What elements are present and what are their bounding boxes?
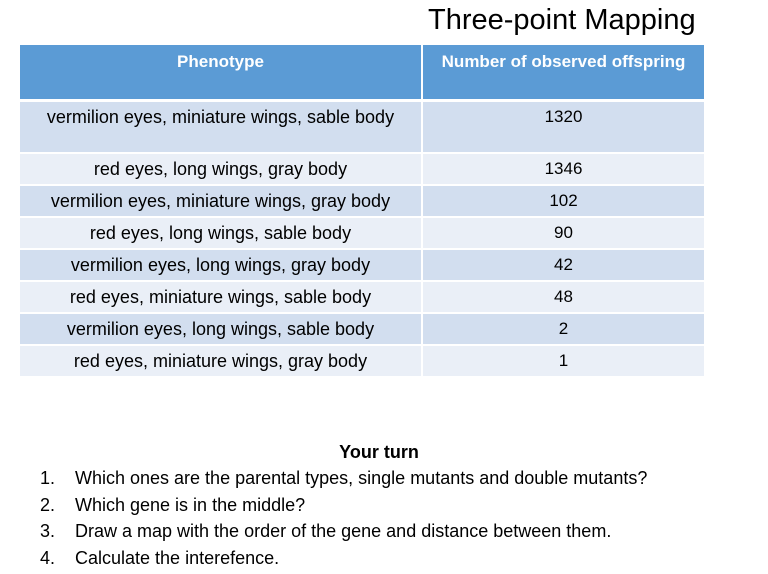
header-phenotype: Phenotype [20,45,422,100]
phenotype-cell: red eyes, miniature wings, sable body [20,281,422,313]
table-row [20,249,704,281]
table-row [20,313,704,345]
table-row [20,100,704,153]
question-number: 1. [40,468,56,488]
phenotype-cell: vermilion eyes, miniature wings, gray body [20,185,422,217]
count-cell: 48 [422,281,704,313]
table-header-row [20,45,704,100]
task-heading: Your turn [339,442,419,462]
phenotype-cell: vermilion eyes, long wings, gray body [20,249,422,281]
list-item [0,545,768,572]
question-text: Draw a map with the order of the gene and distance between them. [75,521,612,541]
phenotype-cell: red eyes, miniature wings, gray body [20,345,422,377]
table-row [20,217,704,249]
question-number: 4. [40,547,56,568]
list-item [0,518,768,545]
count-cell: 1320 [422,100,704,153]
table-row [20,281,704,313]
question-number: 2. [40,494,56,515]
count-cell: 90 [422,217,704,249]
question-text: Which ones are the parental types, single mutants and double mutants? [75,468,648,488]
phenotype-cell: vermilion eyes, long wings, sable body [20,313,422,345]
phenotype-cell: vermilion eyes, miniature wings, sable body [20,100,422,153]
question-text: Which gene is in the middle? [75,494,306,515]
header-offspring-count: Number of observed offspring [422,45,704,100]
count-cell: 42 [422,249,704,281]
list-item [0,465,768,492]
phenotype-table [20,45,704,378]
count-cell: 1346 [422,153,704,185]
list-item [0,492,768,519]
count-cell: 1 [422,345,704,377]
table-row [20,345,704,377]
count-cell: 2 [422,313,704,345]
question-text: Calculate the interefence. [75,547,280,568]
count-cell: 102 [422,185,704,217]
question-number: 3. [40,521,56,541]
table-row [20,185,704,217]
slide-title: Three-point Mapping [428,4,696,36]
task-section [0,440,768,571]
question-list [0,465,768,571]
table-row [20,153,704,185]
phenotype-cell: red eyes, long wings, gray body [20,153,422,185]
phenotype-cell: red eyes, long wings, sable body [20,217,422,249]
